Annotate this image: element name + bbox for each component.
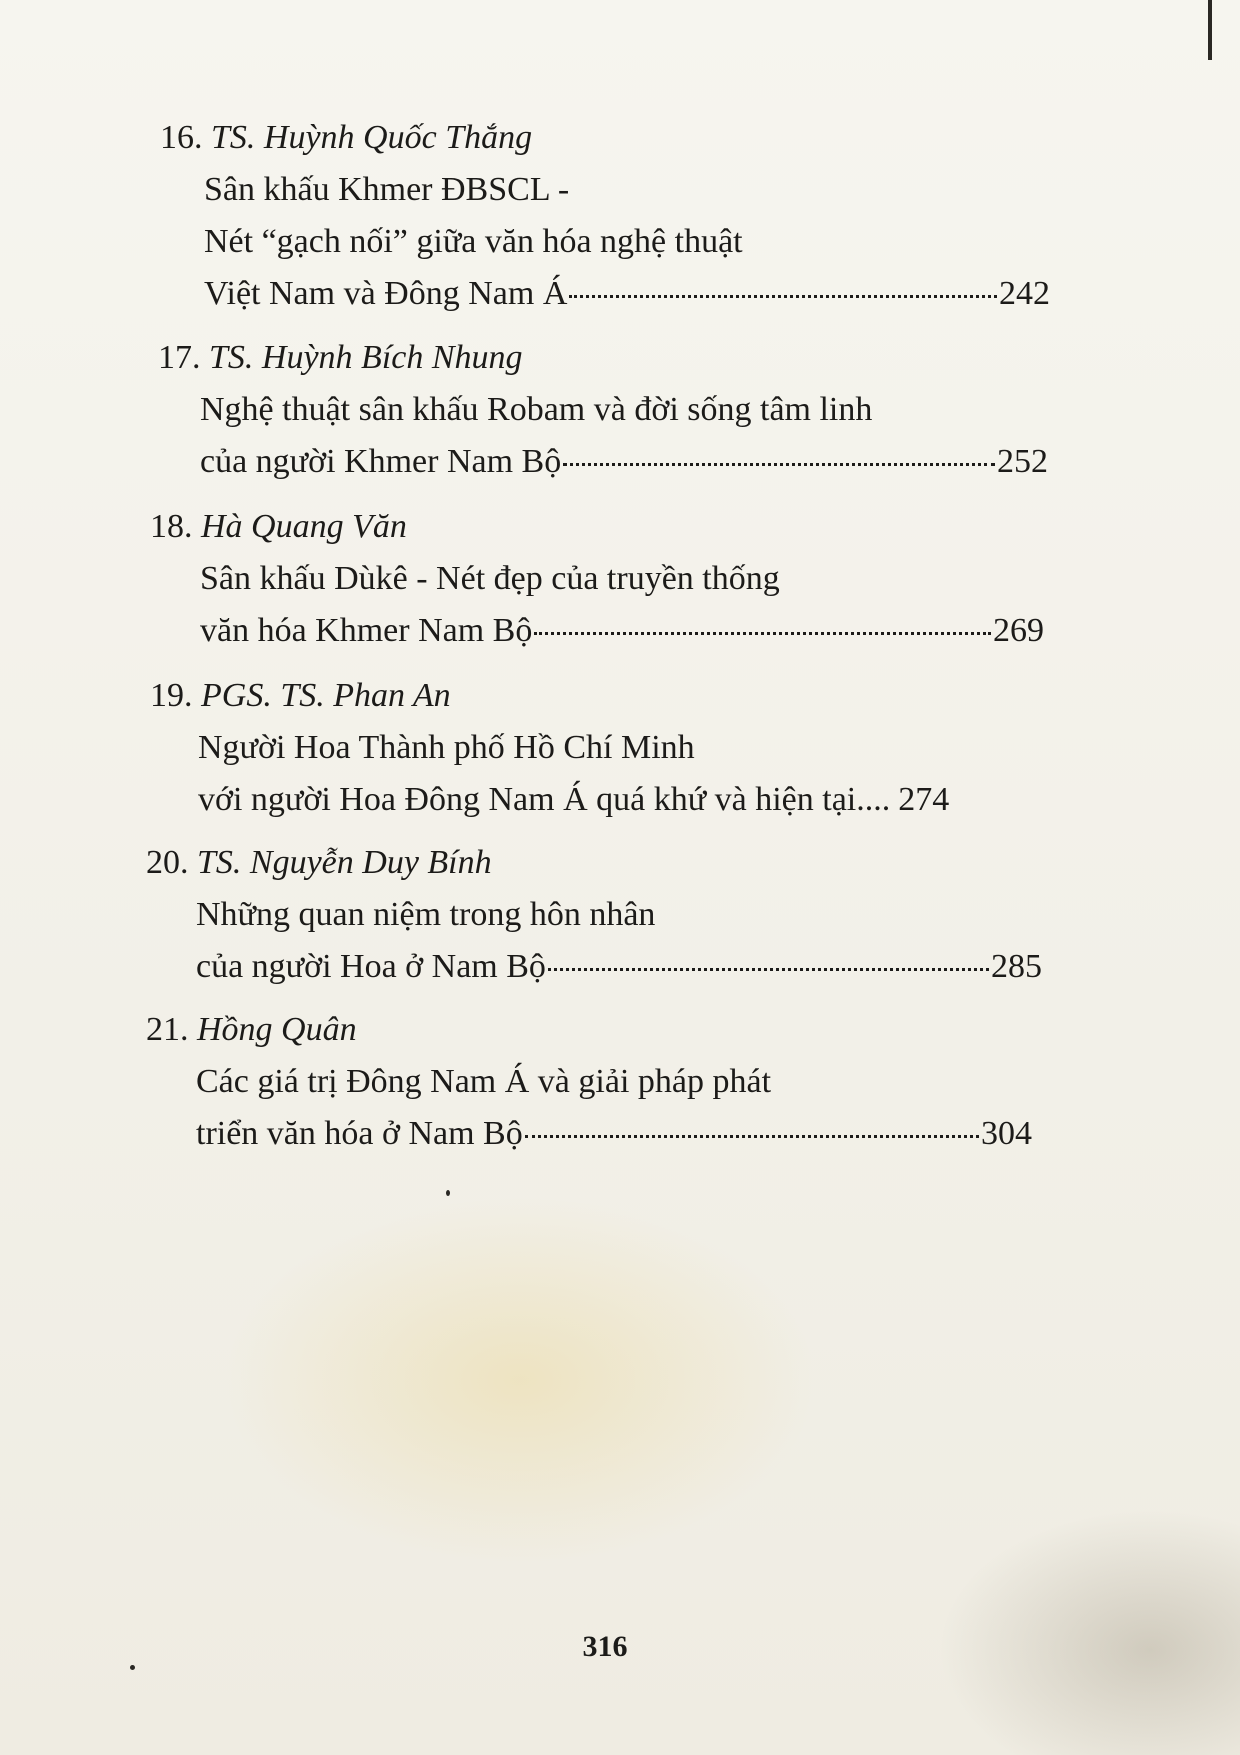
entry-number: 19. [150, 677, 193, 714]
entry-title-line: Việt Nam và Đông Nam Á [204, 275, 568, 312]
entry-number: 16. [160, 119, 203, 156]
entry-title-line: triển văn hóa ở Nam Bộ [196, 1115, 523, 1152]
entry-last-line [196, 947, 1042, 987]
entry-last-line [196, 1114, 1032, 1154]
entry-author: TS. Nguyễn Duy Bính [197, 844, 492, 881]
dot-leader [534, 632, 991, 635]
entry-page-number: 269 [993, 612, 1044, 649]
entry-title-line: Nét “gạch nối” giữa văn hóa nghệ thuật [204, 223, 743, 260]
entry-heading [150, 676, 451, 716]
entry-author: PGS. TS. Phan An [201, 677, 451, 714]
dot-leader [563, 463, 995, 466]
entry-number: 17. [158, 339, 201, 376]
page-number: 316 [582, 1630, 628, 1663]
entry-last-line [198, 780, 1030, 820]
ink-speck [446, 1190, 450, 1196]
entry-number: 18. [150, 508, 193, 545]
entry-heading [150, 507, 407, 547]
dot-leader [548, 968, 989, 971]
ink-speck [130, 1665, 135, 1670]
dot-leader [525, 1135, 979, 1138]
entry-title-line: của người Hoa ở Nam Bộ [196, 948, 546, 985]
entry-title-line: văn hóa Khmer Nam Bộ [200, 612, 533, 649]
entry-number: 21. [146, 1011, 189, 1048]
entry-last-line [200, 442, 1048, 482]
entry-page-number: 274 [898, 781, 950, 818]
dot-leader [569, 295, 997, 298]
entry-title-line: Các giá trị Đông Nam Á và giải pháp phát [196, 1063, 772, 1100]
entry-page-number: 242 [999, 275, 1050, 312]
entry-title-line: Người Hoa Thành phố Hồ Chí Minh [198, 729, 695, 766]
entry-heading [160, 118, 532, 158]
entry-last-line [200, 611, 1044, 651]
entry-number: 20. [146, 844, 189, 881]
entry-page-number: 285 [991, 948, 1042, 985]
entry-page-number: 304 [981, 1115, 1032, 1152]
entry-author: TS. Huỳnh Quốc Thắng [211, 119, 533, 156]
entry-last-line [204, 274, 1050, 314]
entry-title-line: Sân khấu Khmer ĐBSCL - [204, 171, 570, 208]
entry-author: Hồng Quân [197, 1011, 357, 1048]
entry-title-line: của người Khmer Nam Bộ [200, 443, 562, 480]
entry-page-number: 252 [997, 443, 1048, 480]
entry-title-line: với người Hoa Đông Nam Á quá khứ và hiện tại.... [198, 781, 891, 818]
entry-heading [158, 338, 523, 378]
entry-author: Hà Quang Văn [201, 508, 407, 545]
entry-heading [146, 843, 492, 883]
entry-heading [146, 1010, 357, 1050]
entry-title-line: Sân khấu Dùkê - Nét đẹp của truyền thống [200, 560, 780, 597]
entry-title-line: Những quan niệm trong hôn nhân [196, 896, 656, 933]
entry-author: TS. Huỳnh Bích Nhung [209, 339, 523, 376]
entry-title-line: Nghệ thuật sân khấu Robam và đời sống tâm linh [200, 391, 873, 428]
